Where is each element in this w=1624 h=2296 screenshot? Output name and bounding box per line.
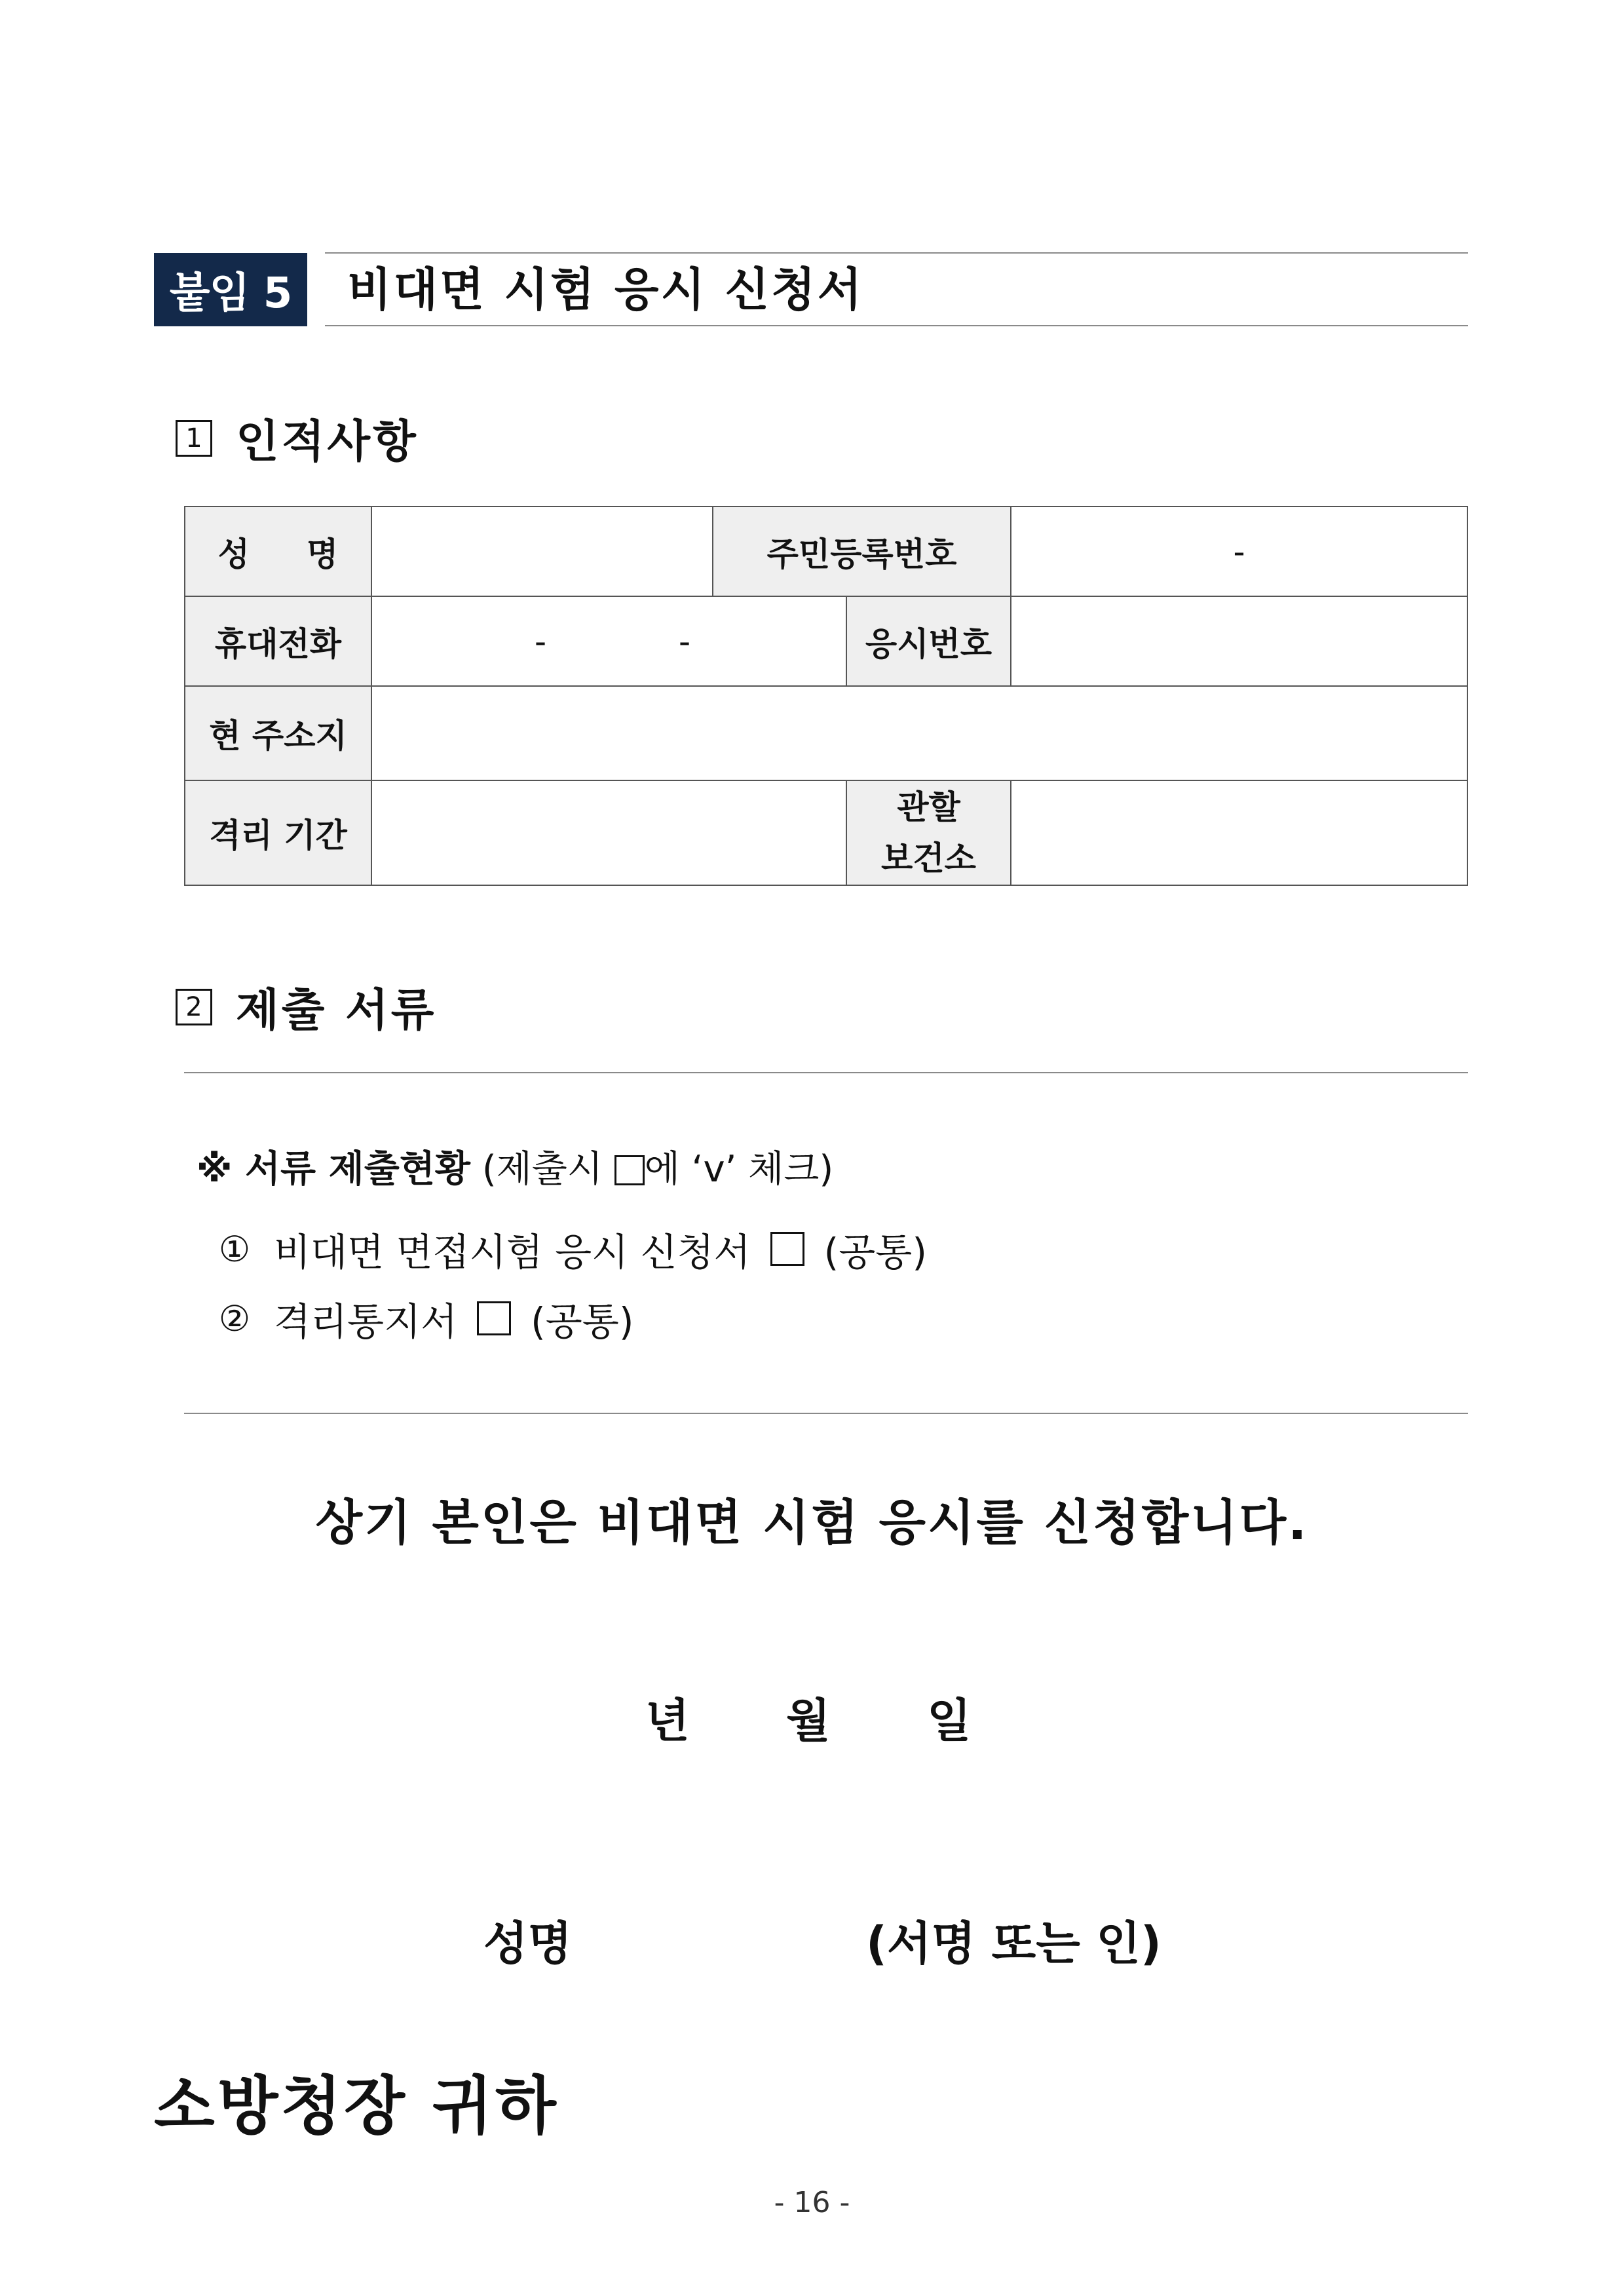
health-center-label: [847, 781, 1011, 885]
document-item-1-marker: ①: [218, 1228, 251, 1270]
documents-bottom-rule: [184, 1413, 1468, 1414]
document-item-1-checkbox[interactable]: [770, 1232, 804, 1266]
phone-label: 휴대전화: [185, 597, 372, 687]
documents-note: [197, 1140, 833, 1193]
declaration-text: 상기 본인은 비대면 시험 응시를 신청합니다.: [315, 1495, 1309, 1551]
health-center-field[interactable]: [1011, 781, 1467, 885]
documents-note-instruction-b: 에 ‘v’ 체크): [644, 1148, 834, 1191]
document-title: 비대면 시험 응시 신청서: [347, 263, 864, 316]
section-2-title: 제출 서류: [236, 985, 437, 1037]
personal-info-table: [184, 506, 1468, 886]
addressee: 소방청장 귀하: [154, 2069, 559, 2143]
address-label: 현 주소지: [185, 687, 372, 781]
rrn-separator: -: [1233, 532, 1245, 571]
documents-note-instruction-a: (제출시: [482, 1148, 614, 1191]
phone-separator-1: -: [535, 622, 547, 660]
section-1-number: 1: [176, 420, 212, 457]
title-top-rule: [325, 252, 1468, 254]
signature-field[interactable]: [576, 1907, 852, 1966]
rrn-label: 주민등록번호: [713, 507, 1011, 597]
document-item-1: [214, 1221, 927, 1276]
section-2-heading: [176, 975, 436, 1039]
section-2-number: 2: [176, 989, 212, 1025]
phone-field[interactable]: [372, 597, 847, 687]
checkbox-sample-icon: [614, 1155, 645, 1185]
date-year-label: 년: [645, 1694, 690, 1748]
documents-top-rule: [184, 1072, 1468, 1073]
page-number: - 16 -: [774, 2186, 850, 2219]
exam-number-label: 응시번호: [847, 597, 1011, 687]
date-month-label: 월: [786, 1694, 831, 1748]
date-day-label: 일: [927, 1694, 972, 1748]
isolation-period-label: 격리 기간: [185, 781, 372, 885]
health-center-label-line-2: 보건소: [881, 839, 976, 877]
name-field[interactable]: [372, 507, 713, 597]
document-item-2: [214, 1291, 633, 1346]
documents-note-title: ※ 서류 제출현황: [197, 1148, 471, 1191]
title-bottom-rule: [325, 325, 1468, 326]
exam-number-field[interactable]: [1011, 597, 1467, 687]
document-item-2-text: 격리통지서: [274, 1299, 458, 1344]
section-1-heading: [176, 406, 419, 470]
signature-label: 성명: [483, 1917, 573, 1970]
signature-hint: (서명 또는 인): [866, 1917, 1161, 1970]
phone-separator-2: -: [679, 622, 691, 660]
document-item-2-suffix: (공통): [531, 1299, 634, 1344]
address-field[interactable]: [372, 687, 1467, 781]
section-1-title: 인적사항: [236, 416, 419, 468]
rrn-field[interactable]: [1011, 507, 1467, 597]
document-item-1-text: 비대면 면접시험 응시 신청서: [274, 1230, 751, 1274]
isolation-period-field[interactable]: [372, 781, 847, 885]
name-label: 성 명: [185, 507, 372, 597]
document-item-1-suffix: (공통): [823, 1230, 927, 1274]
attachment-badge: 붙임 5: [154, 253, 307, 326]
document-item-2-checkbox[interactable]: [477, 1301, 511, 1335]
health-center-label-line-1: 관할: [897, 788, 960, 826]
document-item-2-marker: ②: [218, 1297, 251, 1339]
